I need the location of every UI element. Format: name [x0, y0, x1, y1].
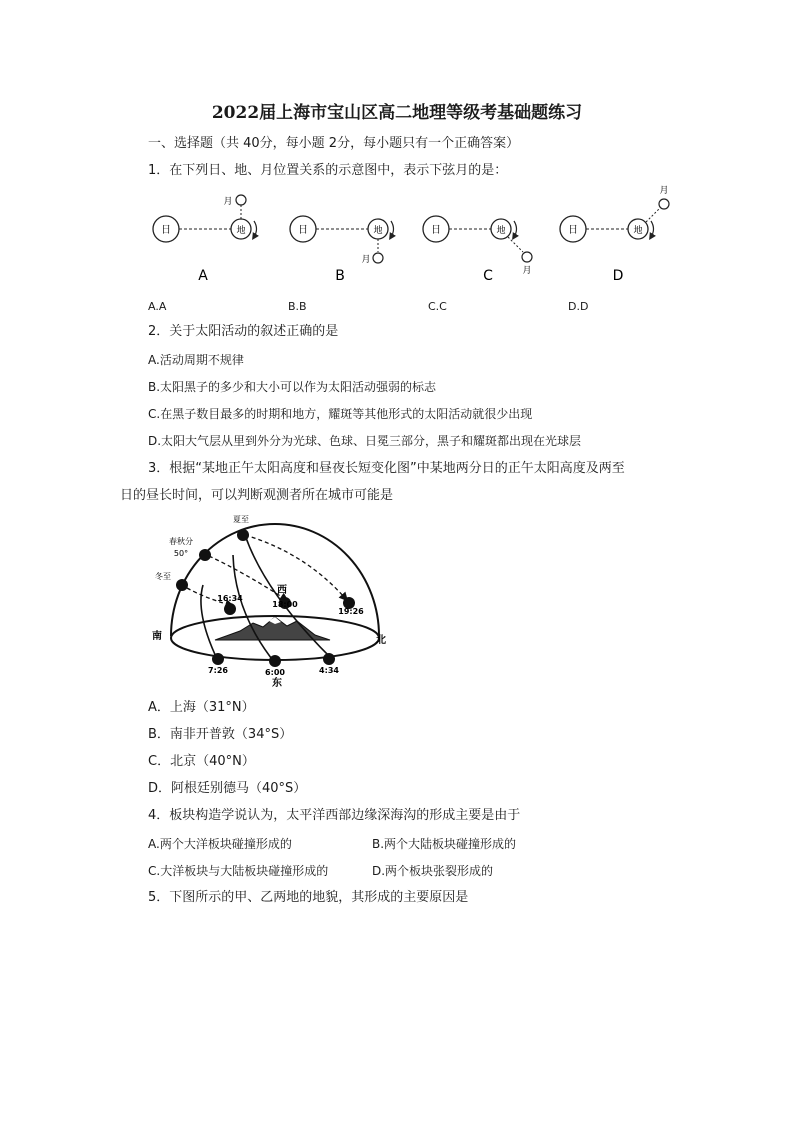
diagram-label-c: C: [483, 268, 493, 284]
section-header: 一、选择题（共 40分，每小题 2分，每小题只有一个正确答案）: [148, 136, 520, 151]
diagram-a: [153, 195, 257, 284]
question-3-option-d: D．阿根廷别德马（40°S）: [148, 781, 307, 796]
equinox-angle-label: 50°: [173, 549, 189, 558]
question-4-option-b: B.两个大陆板块碰撞形成的: [372, 837, 517, 851]
moon-label-b: 月: [361, 255, 371, 265]
earth-label-d: 地: [633, 226, 643, 236]
question-2-option-c: C.在黑子数目最多的时期和地方，耀斑等其他形式的太阳活动就很少出现: [148, 407, 533, 421]
summer-sun: [237, 529, 249, 541]
question-1-stem: 1．在下列日、地、月位置关系的示意图中，表示下弦月的是：: [148, 163, 508, 178]
sun-label-b: 日: [298, 225, 308, 236]
moon-label-a: 月: [223, 197, 233, 207]
question-2-option-a: A.活动周期不规律: [148, 353, 244, 367]
time-label-1800: 18:00: [272, 600, 298, 609]
diagram-label-b: B: [335, 268, 345, 284]
moon-label-c: 月: [522, 266, 532, 276]
question-1-option-c: C.C: [428, 300, 447, 313]
sun-label-a: 日: [161, 225, 171, 236]
south-label: 南: [152, 631, 162, 642]
west-label: 西: [277, 585, 287, 596]
question-4-option-c: C.大洋板块与大陆板块碰撞形成的: [148, 864, 329, 878]
diagram-label-a: A: [198, 268, 208, 284]
time-label-1926: 19:26: [338, 607, 364, 616]
earth-label-b: 地: [373, 226, 383, 236]
time-label-726: 7:26: [208, 666, 228, 675]
time-label-1634: 16:34: [217, 594, 243, 603]
diagram-label-d: D: [612, 268, 624, 284]
question-2-stem: 2．关于太阳活动的叙述正确的是: [148, 324, 339, 339]
earth-label-a: 地: [236, 226, 246, 236]
winter-sun: [176, 579, 188, 591]
equinox-sun: [199, 549, 211, 561]
question-2-option-b: B.太阳黑子的多少和大小可以作为太阳活动强弱的标志: [148, 380, 437, 394]
question-3-stem-line1: 3．根据“某地正午太阳高度和昼夜长短变化图”中某地两分日的正午太阳高度及两至: [148, 461, 625, 476]
winter-solstice-label: 冬至: [155, 572, 171, 581]
question-5-stem: 5．下图所示的甲、乙两地的地貌，其形成的主要原因是: [148, 890, 469, 905]
sun-label-c: 日: [431, 225, 441, 236]
question-4-option-a: A.两个大洋板块碰撞形成的: [148, 837, 292, 851]
question-1-option-a: A.A: [148, 300, 167, 313]
question-3-option-a: A．上海（31°N）: [148, 700, 255, 715]
question-4-stem: 4．板块构造学说认为，太平洋西部边缘深海沟的形成主要是由于: [148, 808, 521, 823]
question-1-option-d: D.D: [568, 300, 589, 313]
time-label-600: 6:00: [265, 668, 285, 677]
equinox-path: [233, 555, 275, 663]
time-label-434: 4:34: [319, 666, 339, 675]
diagram-c: [423, 216, 532, 284]
question-2-option-d: D.太阳大气层从里到外分为光球、色球、日冕三部分，黑子和耀斑都出现在光球层: [148, 434, 582, 448]
question-4-option-d: D.两个板块张裂形成的: [372, 864, 494, 878]
summer-solstice-label: 夏至: [233, 515, 249, 524]
diagram-b: [290, 216, 394, 284]
north-label: 北: [376, 635, 386, 646]
question-1-figure: [140, 185, 700, 285]
question-3-stem-line2: 日的昼长时间，可以判断观测者所在城市可能是: [120, 488, 394, 503]
equinox-label: 春秋分: [169, 537, 193, 546]
question-3-figure: [145, 513, 395, 688]
winter-path: [201, 585, 218, 661]
earth-label-c: 地: [496, 226, 506, 236]
east-label: 东: [272, 678, 282, 688]
question-1-option-b: B.B: [288, 300, 307, 313]
diagram-d: [560, 185, 669, 284]
page-title: 2022届上海市宝山区高二地理等级考基础题练习: [211, 103, 583, 123]
question-3-option-c: C．北京（40°N）: [148, 754, 255, 769]
sun-label-d: 日: [568, 225, 578, 236]
question-3-option-b: B．南非开普敦（34°S）: [148, 727, 293, 742]
moon-label-d: 月: [659, 186, 669, 196]
